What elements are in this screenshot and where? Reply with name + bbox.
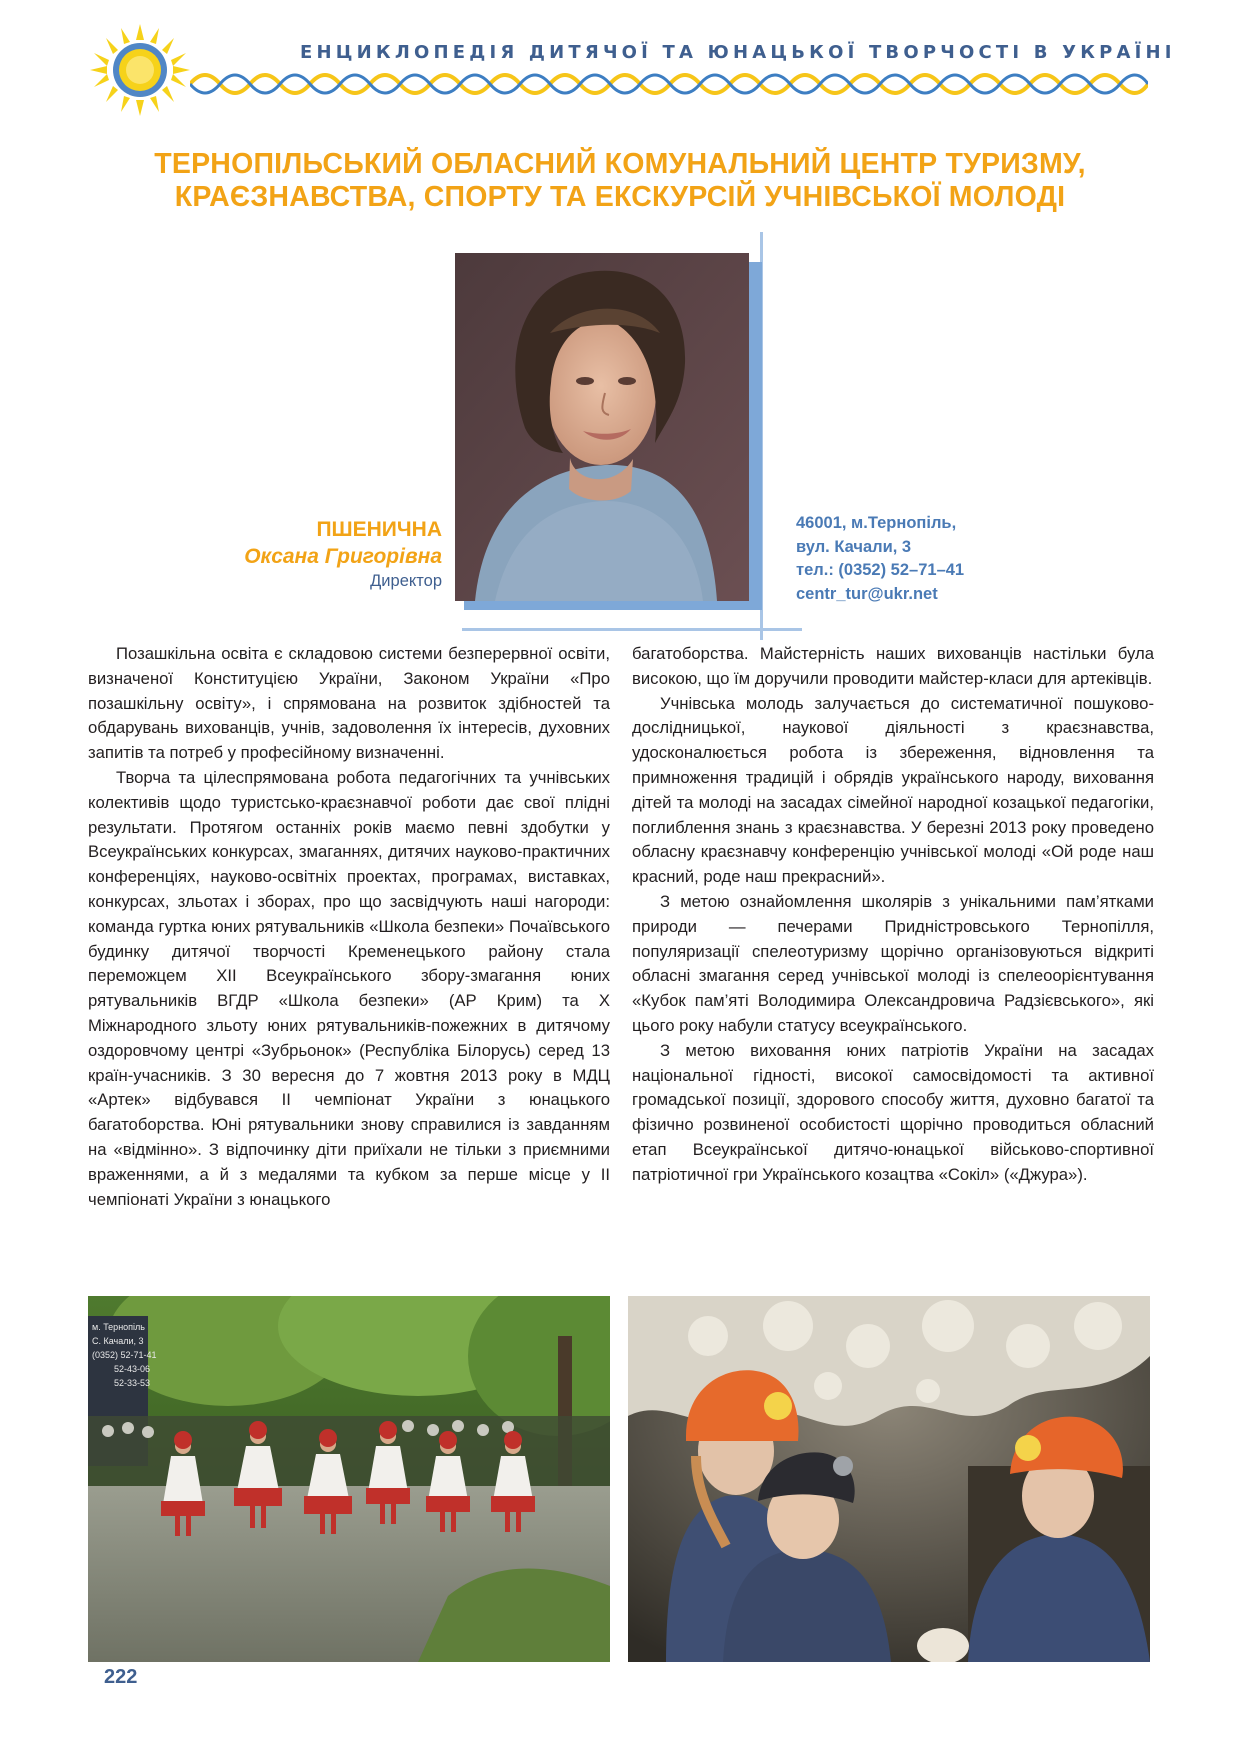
cave-expedition-photo (628, 1296, 1150, 1662)
folk-dance-photo (88, 1296, 610, 1662)
phone-line: тел.: (0352) 52–71–41 (796, 561, 965, 579)
paragraph: Учнівська молодь залучається до систематичної пошуково-дослідницької, наукової діяльності з краєзнавства, удосконалюється робота із збереження, відновлення та примноження традицій і обрядів українського народу, виховання дітей та молоді на засадах сімейної народної козацької педагогіки, поглиблення знань з краєзнавства. У березні 2013 року проведено обласну краєзнавчу конференцію учнівської молоді «Ой роде наш красний, роде наш прекрасний». (632, 693, 1154, 887)
svg-text:(0352) 52-71-41: (0352) 52-71-41 (92, 1350, 157, 1360)
body-column-left (88, 642, 610, 1212)
paragraph: Творча та цілеспрямована робота педагогічних та учнівських колективів щодо туристсько-краєзнавчої роботи дає свої плідні результати. Протягом останніх років маємо певні здобутки у Всеукраїнських конкурсах, змаганнях, дитячих науково-практичних конференціях, науково-освітніх проектах, програмах, виставках, конкурсах, зльотах і зборах, про що засвідчують наші нагороди: команда гуртка юних рятувальників «Школа безпеки» Почаївського будинку дитячої творчості Кременецького району стала переможцем XII Всеукраїнського збору-змагання юних рятувальників ВГДР «Школа безпеки» (АР Крим) та X Міжнародного зльоту юних рятувальників-пожежних в дитячому оздоровчому центрі «Зубрьонок» (Республіка Білорусь) серед 13 країн-учасників. З 30 вересня до 7 жовтня 2013 року в МДЦ «Артек» відбувався II чемпіонат України з юнацького багатоборства. Юні рятувальники знову справилися із завданням на «відмінно». З відпочинку діти приїхали не тільки з приємними враженнями, а й з медалями та кубком за перше місце у II чемпіонаті України з юнацького (88, 767, 610, 1209)
address-line-2: вул. Качали, 3 (796, 537, 912, 556)
email-line: centr_tur@ukr.net (796, 584, 938, 603)
encyclopedia-header: ЕНЦИКЛОПЕДІЯ ДИТЯЧОЇ ТА ЮНАЦЬКОЇ ТВОРЧОСТІ В УКРАЇНІ (300, 42, 1176, 63)
decorative-ornament (190, 70, 1148, 98)
frame-line-horizontal (462, 628, 802, 631)
paragraph: Позашкільна освіта є складовою системи безперервної освіти, визначеної Конституцією України, Законом України «Про позашкільну освіту», і спрямована на розвиток здібностей та обдарувань вихованців, учнів, задоволення їх інтересів, духовних запитів та потреб у професійному визначенні. (88, 644, 610, 763)
sun-logo-icon (88, 24, 192, 116)
title-line-1: ТЕРНОПІЛЬСЬКИЙ ОБЛАСНИЙ КОМУНАЛЬНИЙ ЦЕНТР ТУРИЗМУ, (154, 148, 1086, 180)
contact-info (796, 512, 1056, 606)
svg-text:52-43-06: 52-43-06 (114, 1364, 151, 1374)
director-name: Оксана Григорівна (244, 545, 442, 568)
svg-text:м. Тернопіль: м. Тернопіль (92, 1322, 145, 1332)
director-block (150, 516, 442, 593)
paragraph: З метою ознайомлення школярів з унікальними пам’ятками природи — печерами Придністровського Тернопілля, популяризації спелеотуризму щорічно організовуються відкриті обласні змагання серед учнівської молоді із спелеоорієнтування «Кубок пам’яті Володимира Олександровича Радзієвського», які цього року набули статусу всеукраїнського. (632, 891, 1154, 1035)
svg-text:52-33-53: 52-33-53 (114, 1378, 151, 1388)
director-surname: ПШЕНИЧНА (316, 518, 442, 541)
paragraph: З метою виховання юних патріотів України на засадах національної гідності, високої самосвідомості та активної громадської позиції, здорового способу життя, духовно багатої та фізично розвиненої особистості щорічно проводиться обласний етап Всеукраїнської дитячо-юнацької військово-спортивної патріотичної гри Українського козацтва «Сокіл» («Джура»). (632, 1040, 1154, 1184)
director-portrait-photo (455, 253, 749, 601)
body-column-right (632, 642, 1154, 1188)
paragraph-continuation: багатоборства. Майстерність наших вихованців настільки була високою, що їм доручили проводити майстер-класи для артеківців. (632, 644, 1154, 688)
svg-text:С. Качали, 3: С. Качали, 3 (92, 1336, 144, 1346)
address-line-1: 46001, м.Тернопіль, (796, 514, 957, 532)
page-number: 222 (104, 1666, 138, 1688)
director-role: Директор (370, 572, 442, 590)
article-title (120, 148, 1120, 214)
title-line-2: КРАЄЗНАВСТВА, СПОРТУ ТА ЕКСКУРСІЙ УЧНІВСЬКОЇ МОЛОДІ (174, 181, 1066, 213)
